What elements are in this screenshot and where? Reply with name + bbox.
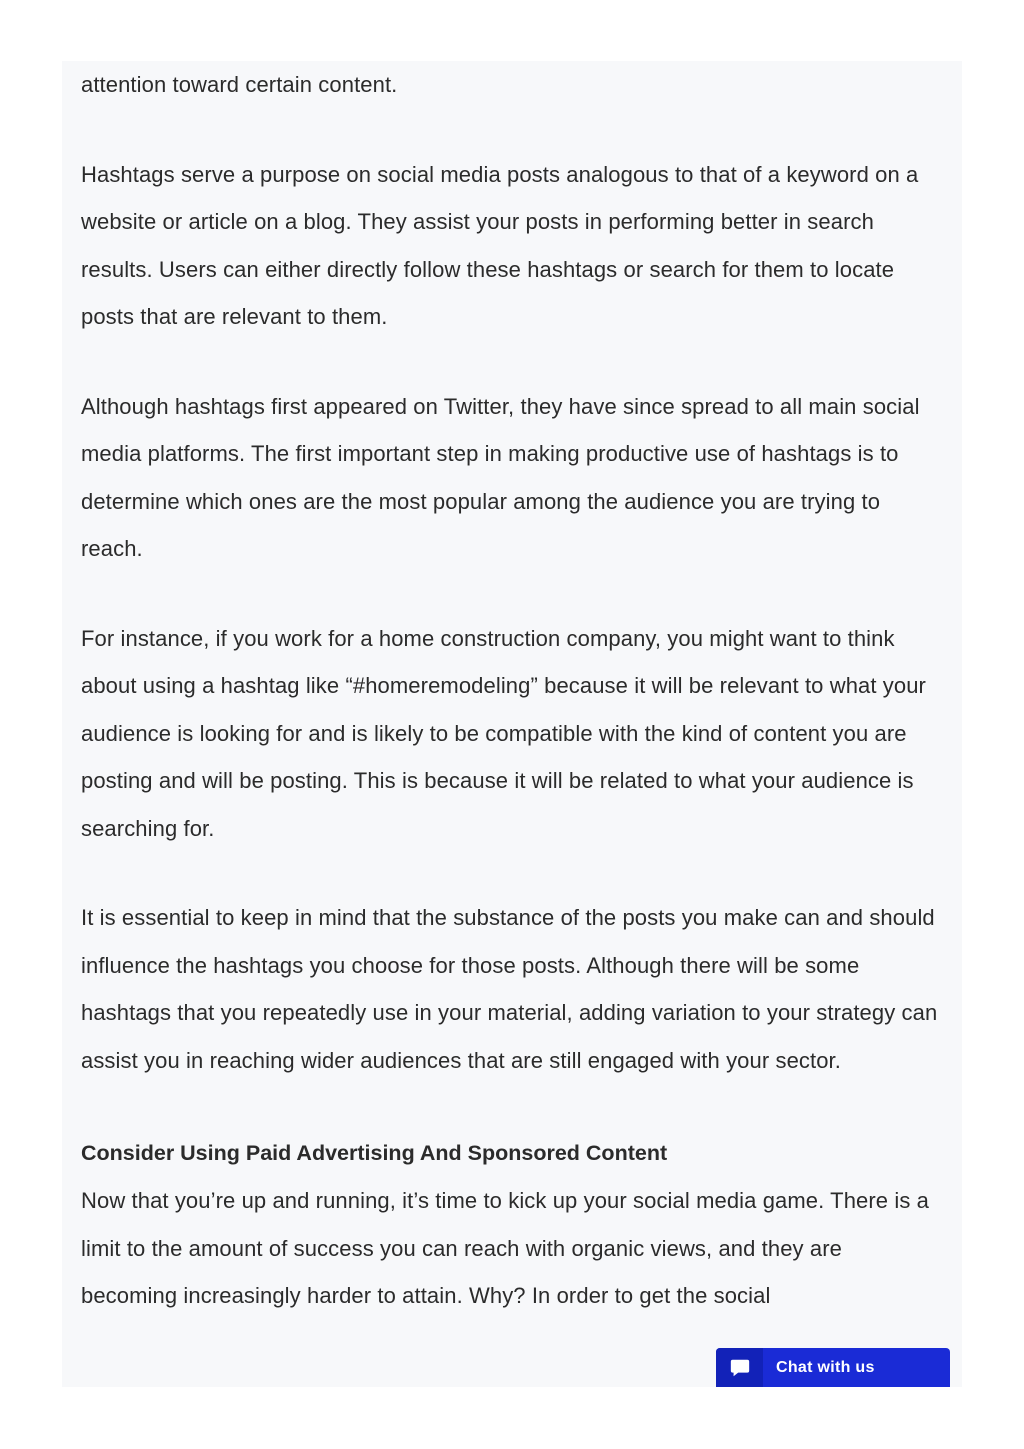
paragraph-hashtags-purpose: Hashtags serve a purpose on social media posts analogous to that of a keyword on a website or article on a blog. They assist your posts in performing better in search results. Users can either directly follow these hashtags or search for them to locate posts that are relevant to them.: [81, 161, 919, 329]
article-panel: [62, 61, 962, 1387]
section-heading: Consider Using Paid Advertising And Sponsored Content: [81, 1141, 668, 1165]
chat-label: Chat with us: [776, 1358, 875, 1376]
paragraph-paid-advertising: Now that you’re up and running, it’s time to kick up your social media game. There is a limit to the amount of success you can reach with organic views, and they are becoming increasingly harder to attain. Why? In order to get the social: [81, 1188, 929, 1308]
chat-icon-container: [716, 1348, 763, 1387]
chat-bubble-icon: [729, 1357, 751, 1379]
paragraph-hashtags-origin: Although hashtags first appeared on Twitter, they have since spread to all main social media platforms. The first important step in making productive use of hashtags is to determine which ones are the most popular among the audience you are trying to reach.: [81, 393, 920, 561]
paragraph-intro-tail: attention toward certain content.: [81, 72, 398, 97]
paragraph-example: For instance, if you work for a home construction company, you might want to think about using a hashtag like “#homeremodeling” because it will be relevant to what your audience is looking for and is likely to be compatible with the kind of content you are posting and will be posting. This is because it will be related to what your audience is searching for.: [81, 625, 926, 841]
chat-with-us-button[interactable]: [716, 1348, 950, 1387]
article-content: [81, 61, 943, 1320]
paragraph-variation: It is essential to keep in mind that the substance of the posts you make can and should influence the hashtags you choose for those posts. Although there will be some hashtags that you repeatedly use in your material, adding variation to your strategy can assist you in reaching wider audiences that are still engaged with your sector.: [81, 905, 938, 1073]
